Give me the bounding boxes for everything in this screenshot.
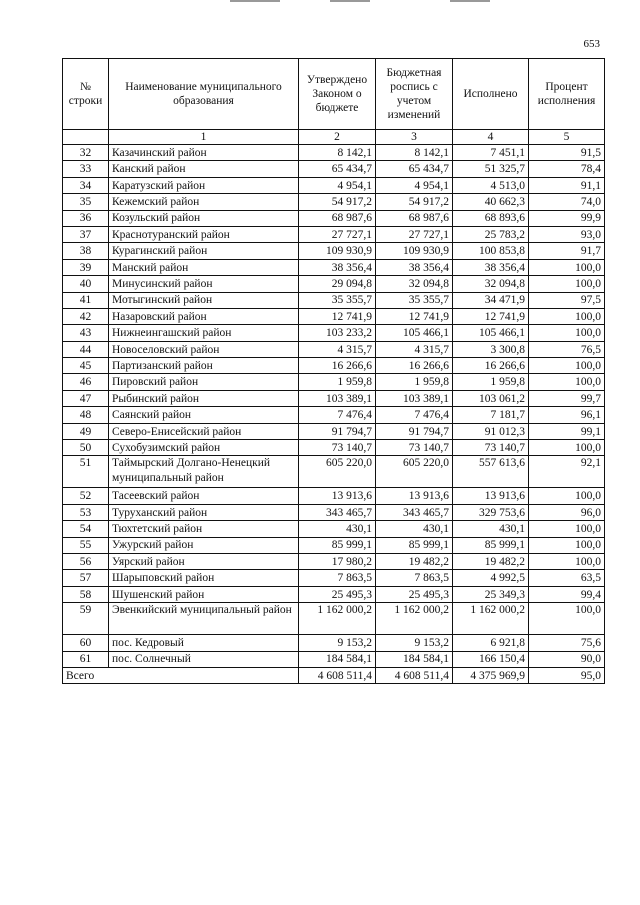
approved-value: 1 959,8 — [299, 374, 376, 390]
approved-value: 54 917,2 — [299, 194, 376, 210]
approved-value: 1 162 000,2 — [299, 603, 376, 635]
approved-value: 9 153,2 — [299, 635, 376, 651]
column-index-cell: 3 — [376, 130, 453, 145]
executed-value: 34 471,9 — [453, 292, 529, 308]
approved-value: 27 727,1 — [299, 226, 376, 242]
percent-value: 100,0 — [529, 358, 605, 374]
table-row — [63, 259, 605, 275]
header-executed: Исполнено — [453, 59, 529, 130]
row-number: 34 — [63, 177, 109, 193]
municipality-name: Мотыгинский район — [109, 292, 299, 308]
approved-value: 8 142,1 — [299, 145, 376, 161]
municipality-name: Каратузский район — [109, 177, 299, 193]
municipality-name: Назаровский район — [109, 308, 299, 324]
percent-value: 100,0 — [529, 603, 605, 635]
executed-value: 85 999,1 — [453, 537, 529, 553]
table-row — [63, 504, 605, 520]
scan-top-mark — [230, 0, 280, 2]
table-row — [63, 358, 605, 374]
header-row-no: № строки — [63, 59, 109, 130]
approved-value: 35 355,7 — [299, 292, 376, 308]
percent-value: 90,0 — [529, 651, 605, 667]
row-number: 60 — [63, 635, 109, 651]
total-approved: 4 608 511,4 — [299, 667, 376, 683]
approved-value: 25 495,3 — [299, 586, 376, 602]
table-row — [63, 423, 605, 439]
executed-value: 32 094,8 — [453, 276, 529, 292]
table-row — [63, 488, 605, 504]
approved-value: 68 987,6 — [299, 210, 376, 226]
municipality-name: Нижнеингашский район — [109, 325, 299, 341]
executed-value: 13 913,6 — [453, 488, 529, 504]
header-percent: Процент исполнения — [529, 59, 605, 130]
row-number: 61 — [63, 651, 109, 667]
table-row — [63, 603, 605, 635]
percent-value: 91,1 — [529, 177, 605, 193]
executed-value: 12 741,9 — [453, 308, 529, 324]
budget-list-value: 605 220,0 — [376, 456, 453, 488]
budget-list-value: 13 913,6 — [376, 488, 453, 504]
column-index-cell: 4 — [453, 130, 529, 145]
municipality-name: пос. Солнечный — [109, 651, 299, 667]
row-number: 54 — [63, 521, 109, 537]
row-number: 50 — [63, 440, 109, 456]
municipality-name: пос. Кедровый — [109, 635, 299, 651]
executed-value: 4 992,5 — [453, 570, 529, 586]
total-percent: 95,0 — [529, 667, 605, 683]
executed-value: 40 662,3 — [453, 194, 529, 210]
executed-value: 91 012,3 — [453, 423, 529, 439]
percent-value: 99,1 — [529, 423, 605, 439]
percent-value: 100,0 — [529, 521, 605, 537]
municipality-name: Саянский район — [109, 407, 299, 423]
table-row — [63, 226, 605, 242]
budget-list-value: 38 356,4 — [376, 259, 453, 275]
percent-value: 100,0 — [529, 325, 605, 341]
table-row — [63, 537, 605, 553]
executed-value: 25 783,2 — [453, 226, 529, 242]
budget-list-value: 343 465,7 — [376, 504, 453, 520]
budget-list-value: 4 315,7 — [376, 341, 453, 357]
executed-value: 16 266,6 — [453, 358, 529, 374]
executed-value: 105 466,1 — [453, 325, 529, 341]
table-row — [63, 407, 605, 423]
row-number: 36 — [63, 210, 109, 226]
table-row — [63, 194, 605, 210]
row-number: 32 — [63, 145, 109, 161]
percent-value: 63,5 — [529, 570, 605, 586]
table-row — [63, 521, 605, 537]
municipality-name: Партизанский район — [109, 358, 299, 374]
row-number: 57 — [63, 570, 109, 586]
row-number: 45 — [63, 358, 109, 374]
header-approved: Утверждено Законом о бюджете — [299, 59, 376, 130]
executed-value: 25 349,3 — [453, 586, 529, 602]
budget-list-value: 54 917,2 — [376, 194, 453, 210]
executed-value: 7 451,1 — [453, 145, 529, 161]
approved-value: 38 356,4 — [299, 259, 376, 275]
budget-list-value: 16 266,6 — [376, 358, 453, 374]
table-row — [63, 635, 605, 651]
budget-list-value: 65 434,7 — [376, 161, 453, 177]
executed-value: 68 893,6 — [453, 210, 529, 226]
budget-list-value: 68 987,6 — [376, 210, 453, 226]
scan-top-mark — [330, 0, 370, 2]
municipality-name: Казачинский район — [109, 145, 299, 161]
row-number: 49 — [63, 423, 109, 439]
table-row — [63, 210, 605, 226]
municipality-name: Кежемский район — [109, 194, 299, 210]
table-row — [63, 651, 605, 667]
percent-value: 91,5 — [529, 145, 605, 161]
table-row — [63, 341, 605, 357]
header-budget-list: Бюджетная роспись с учетом изменений — [376, 59, 453, 130]
municipality-name: Шушенский район — [109, 586, 299, 602]
budget-list-value: 7 863,5 — [376, 570, 453, 586]
row-number: 48 — [63, 407, 109, 423]
executed-value: 329 753,6 — [453, 504, 529, 520]
municipality-name: Уярский район — [109, 553, 299, 569]
table-row — [63, 586, 605, 602]
approved-value: 85 999,1 — [299, 537, 376, 553]
scan-top-mark — [450, 0, 490, 2]
budget-list-value: 32 094,8 — [376, 276, 453, 292]
total-executed: 4 375 969,9 — [453, 667, 529, 683]
budget-list-value: 12 741,9 — [376, 308, 453, 324]
row-number: 35 — [63, 194, 109, 210]
budget-list-value: 19 482,2 — [376, 553, 453, 569]
percent-value: 100,0 — [529, 553, 605, 569]
row-number: 42 — [63, 308, 109, 324]
percent-value: 100,0 — [529, 488, 605, 504]
percent-value: 75,6 — [529, 635, 605, 651]
row-number: 55 — [63, 537, 109, 553]
budget-list-value: 85 999,1 — [376, 537, 453, 553]
budget-list-value: 9 153,2 — [376, 635, 453, 651]
header-row — [63, 59, 605, 130]
budget-list-value: 27 727,1 — [376, 226, 453, 242]
percent-value: 92,1 — [529, 456, 605, 488]
municipality-name: Краснотуранский район — [109, 226, 299, 242]
row-number: 43 — [63, 325, 109, 341]
percent-value: 96,0 — [529, 504, 605, 520]
row-number: 56 — [63, 553, 109, 569]
approved-value: 184 584,1 — [299, 651, 376, 667]
row-number: 40 — [63, 276, 109, 292]
percent-value: 99,4 — [529, 586, 605, 602]
row-number: 38 — [63, 243, 109, 259]
approved-value: 7 863,5 — [299, 570, 376, 586]
percent-value: 100,0 — [529, 276, 605, 292]
approved-value: 17 980,2 — [299, 553, 376, 569]
budget-list-value: 35 355,7 — [376, 292, 453, 308]
column-index-cell: 1 — [109, 130, 299, 145]
municipality-name: Манский район — [109, 259, 299, 275]
approved-value: 16 266,6 — [299, 358, 376, 374]
column-index-cell: 5 — [529, 130, 605, 145]
municipality-name: Минусинский район — [109, 276, 299, 292]
municipality-name: Рыбинский район — [109, 390, 299, 406]
executed-value: 51 325,7 — [453, 161, 529, 177]
budget-list-value: 184 584,1 — [376, 651, 453, 667]
row-number: 47 — [63, 390, 109, 406]
percent-value: 78,4 — [529, 161, 605, 177]
table-row — [63, 161, 605, 177]
percent-value: 100,0 — [529, 308, 605, 324]
budget-list-value: 7 476,4 — [376, 407, 453, 423]
approved-value: 73 140,7 — [299, 440, 376, 456]
column-index-row — [63, 130, 605, 145]
percent-value: 96,1 — [529, 407, 605, 423]
row-number: 44 — [63, 341, 109, 357]
municipality-name: Тюхтетский район — [109, 521, 299, 537]
approved-value: 4 954,1 — [299, 177, 376, 193]
approved-value: 29 094,8 — [299, 276, 376, 292]
percent-value: 99,7 — [529, 390, 605, 406]
percent-value: 97,5 — [529, 292, 605, 308]
percent-value: 99,9 — [529, 210, 605, 226]
table-row — [63, 440, 605, 456]
municipality-name: Северо-Енисейский район — [109, 423, 299, 439]
executed-value: 1 162 000,2 — [453, 603, 529, 635]
municipality-name: Новоселовский район — [109, 341, 299, 357]
approved-value: 103 233,2 — [299, 325, 376, 341]
percent-value: 76,5 — [529, 341, 605, 357]
executed-value: 4 513,0 — [453, 177, 529, 193]
municipality-name: Канский район — [109, 161, 299, 177]
municipality-name: Ужурский район — [109, 537, 299, 553]
municipality-name: Пировский район — [109, 374, 299, 390]
percent-value: 91,7 — [529, 243, 605, 259]
municipality-name: Козульский район — [109, 210, 299, 226]
executed-value: 38 356,4 — [453, 259, 529, 275]
executed-value: 19 482,2 — [453, 553, 529, 569]
executed-value: 7 181,7 — [453, 407, 529, 423]
table-row — [63, 553, 605, 569]
budget-list-value: 1 162 000,2 — [376, 603, 453, 635]
municipality-name: Курагинский район — [109, 243, 299, 259]
approved-value: 91 794,7 — [299, 423, 376, 439]
column-index-blank — [63, 130, 109, 145]
table-row — [63, 177, 605, 193]
executed-value: 3 300,8 — [453, 341, 529, 357]
table-row — [63, 308, 605, 324]
approved-value: 65 434,7 — [299, 161, 376, 177]
row-number: 52 — [63, 488, 109, 504]
municipality-name: Тасеевский район — [109, 488, 299, 504]
approved-value: 12 741,9 — [299, 308, 376, 324]
budget-list-value: 25 495,3 — [376, 586, 453, 602]
approved-value: 4 315,7 — [299, 341, 376, 357]
table-row — [63, 570, 605, 586]
approved-value: 13 913,6 — [299, 488, 376, 504]
table-row — [63, 243, 605, 259]
percent-value: 93,0 — [529, 226, 605, 242]
municipality-name: Шарыповский район — [109, 570, 299, 586]
approved-value: 430,1 — [299, 521, 376, 537]
executed-value: 103 061,2 — [453, 390, 529, 406]
row-number: 33 — [63, 161, 109, 177]
table-row — [63, 292, 605, 308]
percent-value: 74,0 — [529, 194, 605, 210]
row-number: 58 — [63, 586, 109, 602]
municipality-name: Эвенкийский муниципальный район — [109, 603, 299, 635]
table-row — [63, 456, 605, 488]
row-number: 41 — [63, 292, 109, 308]
executed-value: 557 613,6 — [453, 456, 529, 488]
executed-value: 73 140,7 — [453, 440, 529, 456]
percent-value: 100,0 — [529, 440, 605, 456]
executed-value: 100 853,8 — [453, 243, 529, 259]
budget-list-value: 4 954,1 — [376, 177, 453, 193]
row-number: 46 — [63, 374, 109, 390]
executed-value: 1 959,8 — [453, 374, 529, 390]
municipality-name: Туруханский район — [109, 504, 299, 520]
row-number: 51 — [63, 456, 109, 488]
table-row — [63, 276, 605, 292]
executed-value: 430,1 — [453, 521, 529, 537]
column-index-cell: 2 — [299, 130, 376, 145]
percent-value: 100,0 — [529, 537, 605, 553]
approved-value: 343 465,7 — [299, 504, 376, 520]
total-budget: 4 608 511,4 — [376, 667, 453, 683]
budget-list-value: 73 140,7 — [376, 440, 453, 456]
percent-value: 100,0 — [529, 374, 605, 390]
budget-execution-table — [62, 58, 605, 684]
municipality-name: Сухобузимский район — [109, 440, 299, 456]
total-label: Всего — [63, 667, 299, 683]
approved-value: 103 389,1 — [299, 390, 376, 406]
table-row — [63, 374, 605, 390]
table-row — [63, 390, 605, 406]
row-number: 53 — [63, 504, 109, 520]
row-number: 37 — [63, 226, 109, 242]
total-row — [63, 667, 605, 683]
budget-list-value: 103 389,1 — [376, 390, 453, 406]
approved-value: 109 930,9 — [299, 243, 376, 259]
executed-value: 166 150,4 — [453, 651, 529, 667]
municipality-name: Таймырский Долгано-Ненецкий муниципальный район — [109, 456, 299, 488]
budget-list-value: 8 142,1 — [376, 145, 453, 161]
table-row — [63, 145, 605, 161]
approved-value: 7 476,4 — [299, 407, 376, 423]
approved-value: 605 220,0 — [299, 456, 376, 488]
percent-value: 100,0 — [529, 259, 605, 275]
budget-list-value: 109 930,9 — [376, 243, 453, 259]
budget-list-value: 430,1 — [376, 521, 453, 537]
row-number: 59 — [63, 603, 109, 635]
budget-list-value: 105 466,1 — [376, 325, 453, 341]
executed-value: 6 921,8 — [453, 635, 529, 651]
header-name: Наименование муниципального образования — [109, 59, 299, 130]
budget-list-value: 1 959,8 — [376, 374, 453, 390]
page-number: 653 — [583, 38, 600, 50]
row-number: 39 — [63, 259, 109, 275]
table-row — [63, 325, 605, 341]
table-body — [63, 145, 605, 668]
budget-list-value: 91 794,7 — [376, 423, 453, 439]
